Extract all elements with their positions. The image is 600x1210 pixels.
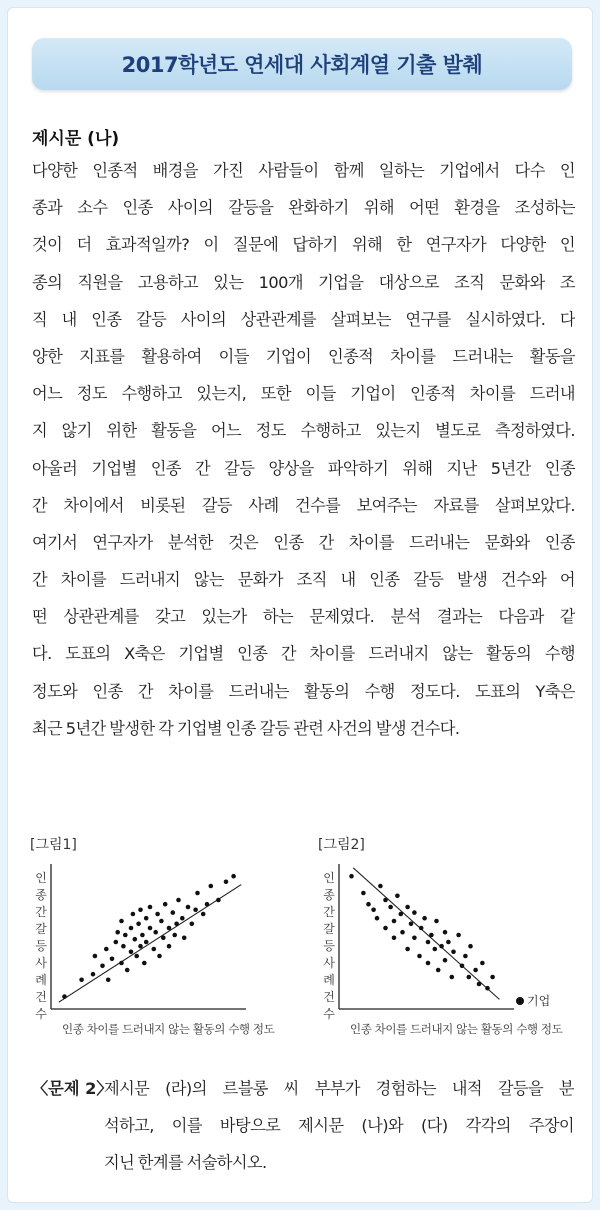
data-point: [123, 933, 128, 938]
data-point: [216, 898, 221, 903]
data-point: [383, 898, 388, 903]
data-point: [182, 936, 187, 941]
figure-1-x-axis-label: 인종 차이를 드러내지 않는 활동의 수행 정도: [62, 1022, 275, 1036]
data-point: [176, 898, 181, 903]
data-point: [383, 926, 388, 931]
passage-body: [32, 152, 575, 747]
passage-line: 간 차이를 드러내지 않는 문화가 조직 내 인종 갈등 발생 건수와 어: [32, 570, 575, 590]
data-point: [405, 905, 410, 910]
data-point: [171, 910, 176, 915]
data-point: [138, 944, 143, 949]
data-point: [91, 972, 96, 977]
data-point: [209, 884, 214, 889]
data-point: [375, 916, 380, 921]
data-point: [129, 950, 134, 955]
data-point: [450, 975, 455, 980]
question-line: 지닌 한계를 서술하시오.: [104, 1153, 267, 1172]
data-point: [426, 961, 431, 966]
passage-line: 다. 도표의 X축은 기업별 인종 간 차이를 드러내지 않는 활동의 수행: [32, 644, 575, 664]
data-point: [167, 926, 172, 931]
data-point: [349, 874, 354, 879]
data-point: [400, 930, 405, 935]
data-point: [463, 954, 468, 959]
data-point: [485, 986, 490, 991]
data-point: [460, 964, 465, 969]
data-point: [443, 930, 448, 935]
data-point: [477, 982, 482, 987]
data-point: [490, 975, 495, 980]
data-point: [231, 874, 236, 879]
data-point: [429, 933, 434, 938]
passage-line: 양한 지표를 활용하여 이들 기업이 인종적 차이를 드러내는 활동을: [32, 346, 575, 366]
data-point: [395, 894, 400, 899]
data-point: [224, 880, 229, 885]
passage-line: 어느 정도 수행하고 있는지, 또한 이들 기업이 인종적 차이를 드러내: [32, 384, 575, 404]
data-point: [106, 978, 111, 983]
data-point: [399, 912, 404, 917]
figure-1-y-axis-label: 인 종 간 갈 등 사 례 건 수: [35, 871, 47, 1021]
data-point: [190, 922, 195, 927]
data-point: [371, 908, 376, 913]
data-point: [378, 884, 383, 889]
passage-line: 정도와 인종 간 차이를 드러내는 활동의 수행 정도다. 도표의 Y축은: [32, 681, 575, 701]
data-point: [144, 940, 149, 945]
data-point: [148, 905, 153, 910]
passage-line: 최근 5년간 발생한 각 기업별 인종 갈등 관련 사건의 발생 건수다.: [32, 718, 460, 738]
data-point: [119, 961, 124, 966]
data-point: [361, 891, 366, 896]
data-point: [100, 964, 105, 969]
figure-1-plot: [48, 862, 248, 1012]
passage-line: 여기서 연구자가 분석한 것은 인종 간 차이를 드러내는 문화와 인종: [32, 532, 575, 552]
data-point: [129, 926, 134, 931]
data-point: [439, 944, 444, 949]
data-point: [422, 916, 427, 921]
data-point: [114, 940, 119, 945]
data-point: [115, 930, 120, 935]
figure-1: [30, 834, 300, 1049]
data-point: [456, 933, 461, 938]
data-point: [125, 968, 130, 973]
data-point: [205, 902, 210, 907]
data-point: [417, 954, 422, 959]
data-point: [110, 957, 115, 962]
data-point: [412, 910, 417, 915]
figure-2-x-axis-label: 인종 차이를 드러내지 않는 활동의 수행 정도: [350, 1022, 563, 1036]
data-point: [195, 891, 200, 896]
question-body: [104, 1070, 574, 1181]
data-point: [392, 936, 397, 941]
data-point: [79, 978, 84, 983]
question-tag: 〈문제 2〉: [32, 1079, 113, 1098]
data-point: [142, 961, 147, 966]
figure-2-label: [그림2]: [318, 837, 365, 853]
data-point: [152, 947, 157, 952]
figure-1-label: [그림1]: [30, 837, 77, 853]
data-point: [436, 968, 441, 973]
data-point: [468, 944, 473, 949]
data-point: [388, 905, 393, 910]
data-point: [140, 933, 145, 938]
data-point: [419, 926, 424, 931]
data-point: [366, 902, 371, 907]
passage-line: 직 내 인종 갈등 사이의 상관관계를 살펴보는 연구를 실시하였다. 다: [32, 309, 575, 329]
data-point: [148, 926, 153, 931]
trend-line: [353, 868, 499, 1000]
figure-2: [318, 834, 588, 1049]
question-line: 석하고, 이를 바탕으로 제시문 (나)와 (다) 각각의 주장이: [104, 1116, 574, 1135]
data-point: [434, 919, 439, 924]
data-point: [473, 968, 478, 973]
data-point: [451, 950, 456, 955]
figure-2-plot: [336, 862, 516, 1012]
figure-2-y-axis-label: 인 종 간 갈 등 사 례 건 수: [323, 871, 335, 1021]
data-point: [153, 930, 158, 935]
data-point: [405, 947, 410, 952]
data-point: [131, 912, 136, 917]
data-point: [144, 916, 149, 921]
data-point: [433, 947, 438, 952]
passage-line: 간 차이에서 비롯된 갈등 사례 건수를 보여주는 자료를 살펴보았다.: [32, 495, 575, 515]
passage-line: 아울러 기업별 인종 간 갈등 양상을 파악하기 위해 지난 5년간 인종: [32, 458, 575, 478]
data-point: [121, 944, 126, 949]
data-point: [446, 940, 451, 945]
header-banner: [32, 38, 572, 90]
page-title: 2017학년도 연세대 사회계열 기출 발췌: [121, 53, 483, 77]
legend-marker-icon: [516, 997, 524, 1005]
question-line: 제시문 (라)의 르블롱 씨 부부가 경험하는 내적 갈등을 분: [104, 1079, 574, 1098]
passage-line: 것이 더 효과적일까? 이 질문에 답하기 위해 한 연구자가 다양한 인: [32, 235, 575, 255]
passage-line: 지 않기 위한 활동을 어느 정도 수행하고 있는지 별도로 측정하였다.: [32, 421, 575, 441]
data-point: [133, 937, 138, 942]
figure-2-legend: [516, 992, 550, 1009]
passage-line: 종의 직원을 고용하고 있는 100개 기업을 대상으로 조직 문화와 조: [32, 272, 575, 292]
data-point: [62, 994, 67, 999]
data-point: [167, 944, 172, 949]
data-point: [193, 908, 198, 913]
data-point: [172, 933, 177, 938]
data-point: [159, 919, 164, 924]
data-point: [480, 961, 485, 966]
data-point: [104, 947, 109, 952]
data-point: [186, 905, 191, 910]
data-point: [134, 954, 139, 959]
data-point: [163, 902, 168, 907]
data-point: [392, 919, 397, 924]
data-point: [136, 922, 141, 927]
data-point: [93, 954, 98, 959]
passage-line: 종과 소수 인종 사이의 갈등을 완화하기 위해 어떤 환경을 조성하는: [32, 198, 575, 218]
trend-line: [59, 885, 241, 1003]
passage-line: 다양한 인종적 배경을 가진 사람들이 함께 일하는 기업에서 다수 인: [32, 161, 575, 180]
data-point: [180, 916, 185, 921]
data-point: [426, 940, 431, 945]
legend-label: 기업: [527, 994, 551, 1008]
data-point: [174, 922, 179, 927]
data-point: [155, 912, 160, 917]
data-point: [119, 919, 124, 924]
data-point: [409, 922, 414, 927]
data-point: [467, 975, 472, 980]
data-point: [412, 936, 417, 941]
data-point: [157, 954, 162, 959]
data-point: [161, 936, 166, 941]
passage-line: 떤 상관관계를 갖고 있는가 하는 문제였다. 분석 결과는 다음과 같: [32, 607, 575, 627]
data-point: [201, 912, 206, 917]
data-point: [138, 908, 143, 913]
passage-label: 제시문 (나): [32, 129, 120, 149]
data-point: [443, 958, 448, 963]
